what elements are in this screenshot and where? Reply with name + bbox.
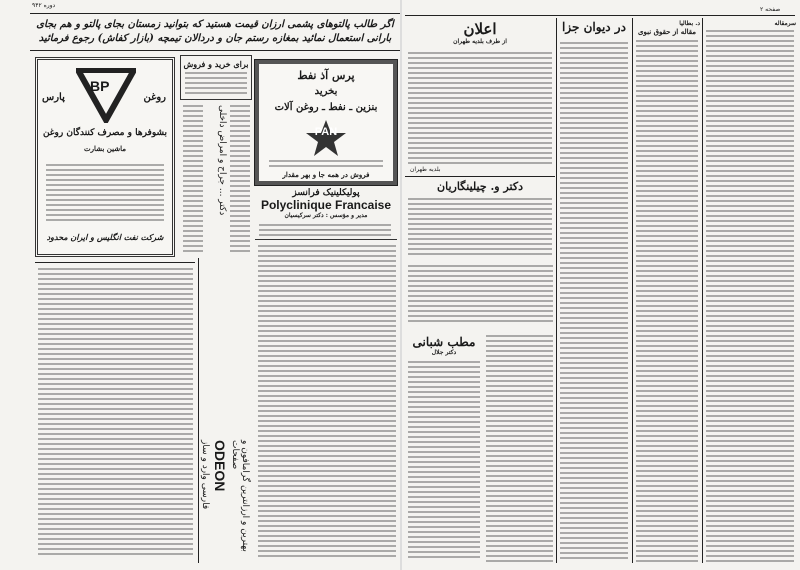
doctor-text xyxy=(408,198,552,256)
banner-ad: اگر طالب پالتوهای پشمی ارزان قیمت هستید که بتوانید زمستان بجای پالتو و هم بجای بارانی استعمال نمائید بمغازه رستم جان و دردالان تیمچه (بازار کفاش) رجوع فرمائید xyxy=(36,19,394,44)
vertical-ad: دکتر ... جراح و امراض داخلی xyxy=(217,105,227,216)
pan-body xyxy=(269,160,383,169)
doctor-ad xyxy=(405,180,555,260)
article-section: د. بطالیا xyxy=(679,20,700,27)
trade-box xyxy=(180,55,252,100)
bp-left-word: پارس xyxy=(42,92,65,103)
classifieds-left xyxy=(38,268,193,558)
column-rule xyxy=(702,18,703,563)
notice-section xyxy=(405,20,555,175)
bp-right-word: روغن xyxy=(143,92,166,103)
top-rule xyxy=(30,13,400,14)
odeon-text2: فارسی وارد و ساز xyxy=(200,440,210,510)
top-rule-right xyxy=(405,15,795,16)
article-column xyxy=(634,20,700,565)
notice-list xyxy=(408,52,552,164)
page-marker-left: دوره ۹۴۲ xyxy=(32,2,56,9)
clinic-ad xyxy=(405,335,483,563)
rule xyxy=(405,176,555,177)
court-text xyxy=(560,42,628,562)
editorial-text xyxy=(706,30,794,562)
vertical-column-3 xyxy=(230,105,250,255)
notice-footer: بلدیه طهران xyxy=(410,166,441,173)
bp-logo-text: BP xyxy=(90,78,110,94)
page-marker-right: صفحه ۲ xyxy=(760,6,781,13)
court-title: در دیوان جزا xyxy=(562,20,626,34)
editorial-column xyxy=(704,20,796,565)
column-text xyxy=(486,335,553,563)
notice-title: اعلان xyxy=(463,20,497,38)
notice-sub: از طرف بلدیه طهران xyxy=(453,38,507,45)
pan-logo-text: PAN xyxy=(314,126,338,138)
pan-line2: بخرید xyxy=(314,86,338,97)
editorial-section: سرمقاله xyxy=(774,20,796,27)
rule xyxy=(35,262,195,263)
article-title: مقاله از حقوق نبوی xyxy=(637,27,697,36)
column-rule xyxy=(632,18,633,563)
column-rule xyxy=(556,18,557,563)
bp-body-text xyxy=(46,164,164,224)
notice-text-2 xyxy=(408,265,553,325)
pan-line1: پرس آذ نفط xyxy=(297,69,355,82)
court-column xyxy=(558,20,630,565)
odeon-brand: ODEON xyxy=(212,440,228,492)
bp-ad xyxy=(35,57,175,257)
polyclinic-ad xyxy=(255,188,397,240)
column-rule xyxy=(198,258,199,563)
vertical-column-1 xyxy=(183,105,203,255)
bp-headline: بشوفرها و مصرف کنندگان روغن xyxy=(42,128,168,138)
banner-rule xyxy=(30,50,400,51)
bp-footer: شرکت نفت انگلیس و ایران محدود xyxy=(46,232,164,242)
clinic-sub: دکتر جلال xyxy=(431,349,457,356)
polyclinic-title-fr: Polyclinique Francaise xyxy=(260,198,392,212)
page-fold xyxy=(400,0,402,570)
trade-title: برای خرید و فروش xyxy=(183,59,249,69)
doctor-title: دکتر و. چیلینگاریان xyxy=(437,180,523,193)
trade-text xyxy=(185,72,247,96)
pan-ad xyxy=(255,60,397,185)
bp-triangle-logo xyxy=(76,68,136,123)
pan-footer: فروش در همه جا و بهر مقدار xyxy=(282,170,370,179)
polyclinic-title-fa: پولیکلینیک فرانسز xyxy=(292,188,360,198)
polyclinic-sub: مدیر و مؤسس : دکتر سرکیسیان xyxy=(284,212,368,219)
clinic-title: مطب شبانی xyxy=(412,335,476,349)
clinic-text xyxy=(408,361,480,559)
pan-line3: بنزین ـ نفط ـ روغن آلات xyxy=(274,102,378,113)
pan-star-logo xyxy=(304,118,348,158)
polyclinic-text xyxy=(259,224,391,236)
odeon-text: بهترین و ارزانترین گرامافون و صفحات xyxy=(230,440,250,552)
bp-sub: ماشین بشارت xyxy=(84,144,126,153)
article-text xyxy=(636,40,698,562)
notices-center xyxy=(258,245,396,560)
